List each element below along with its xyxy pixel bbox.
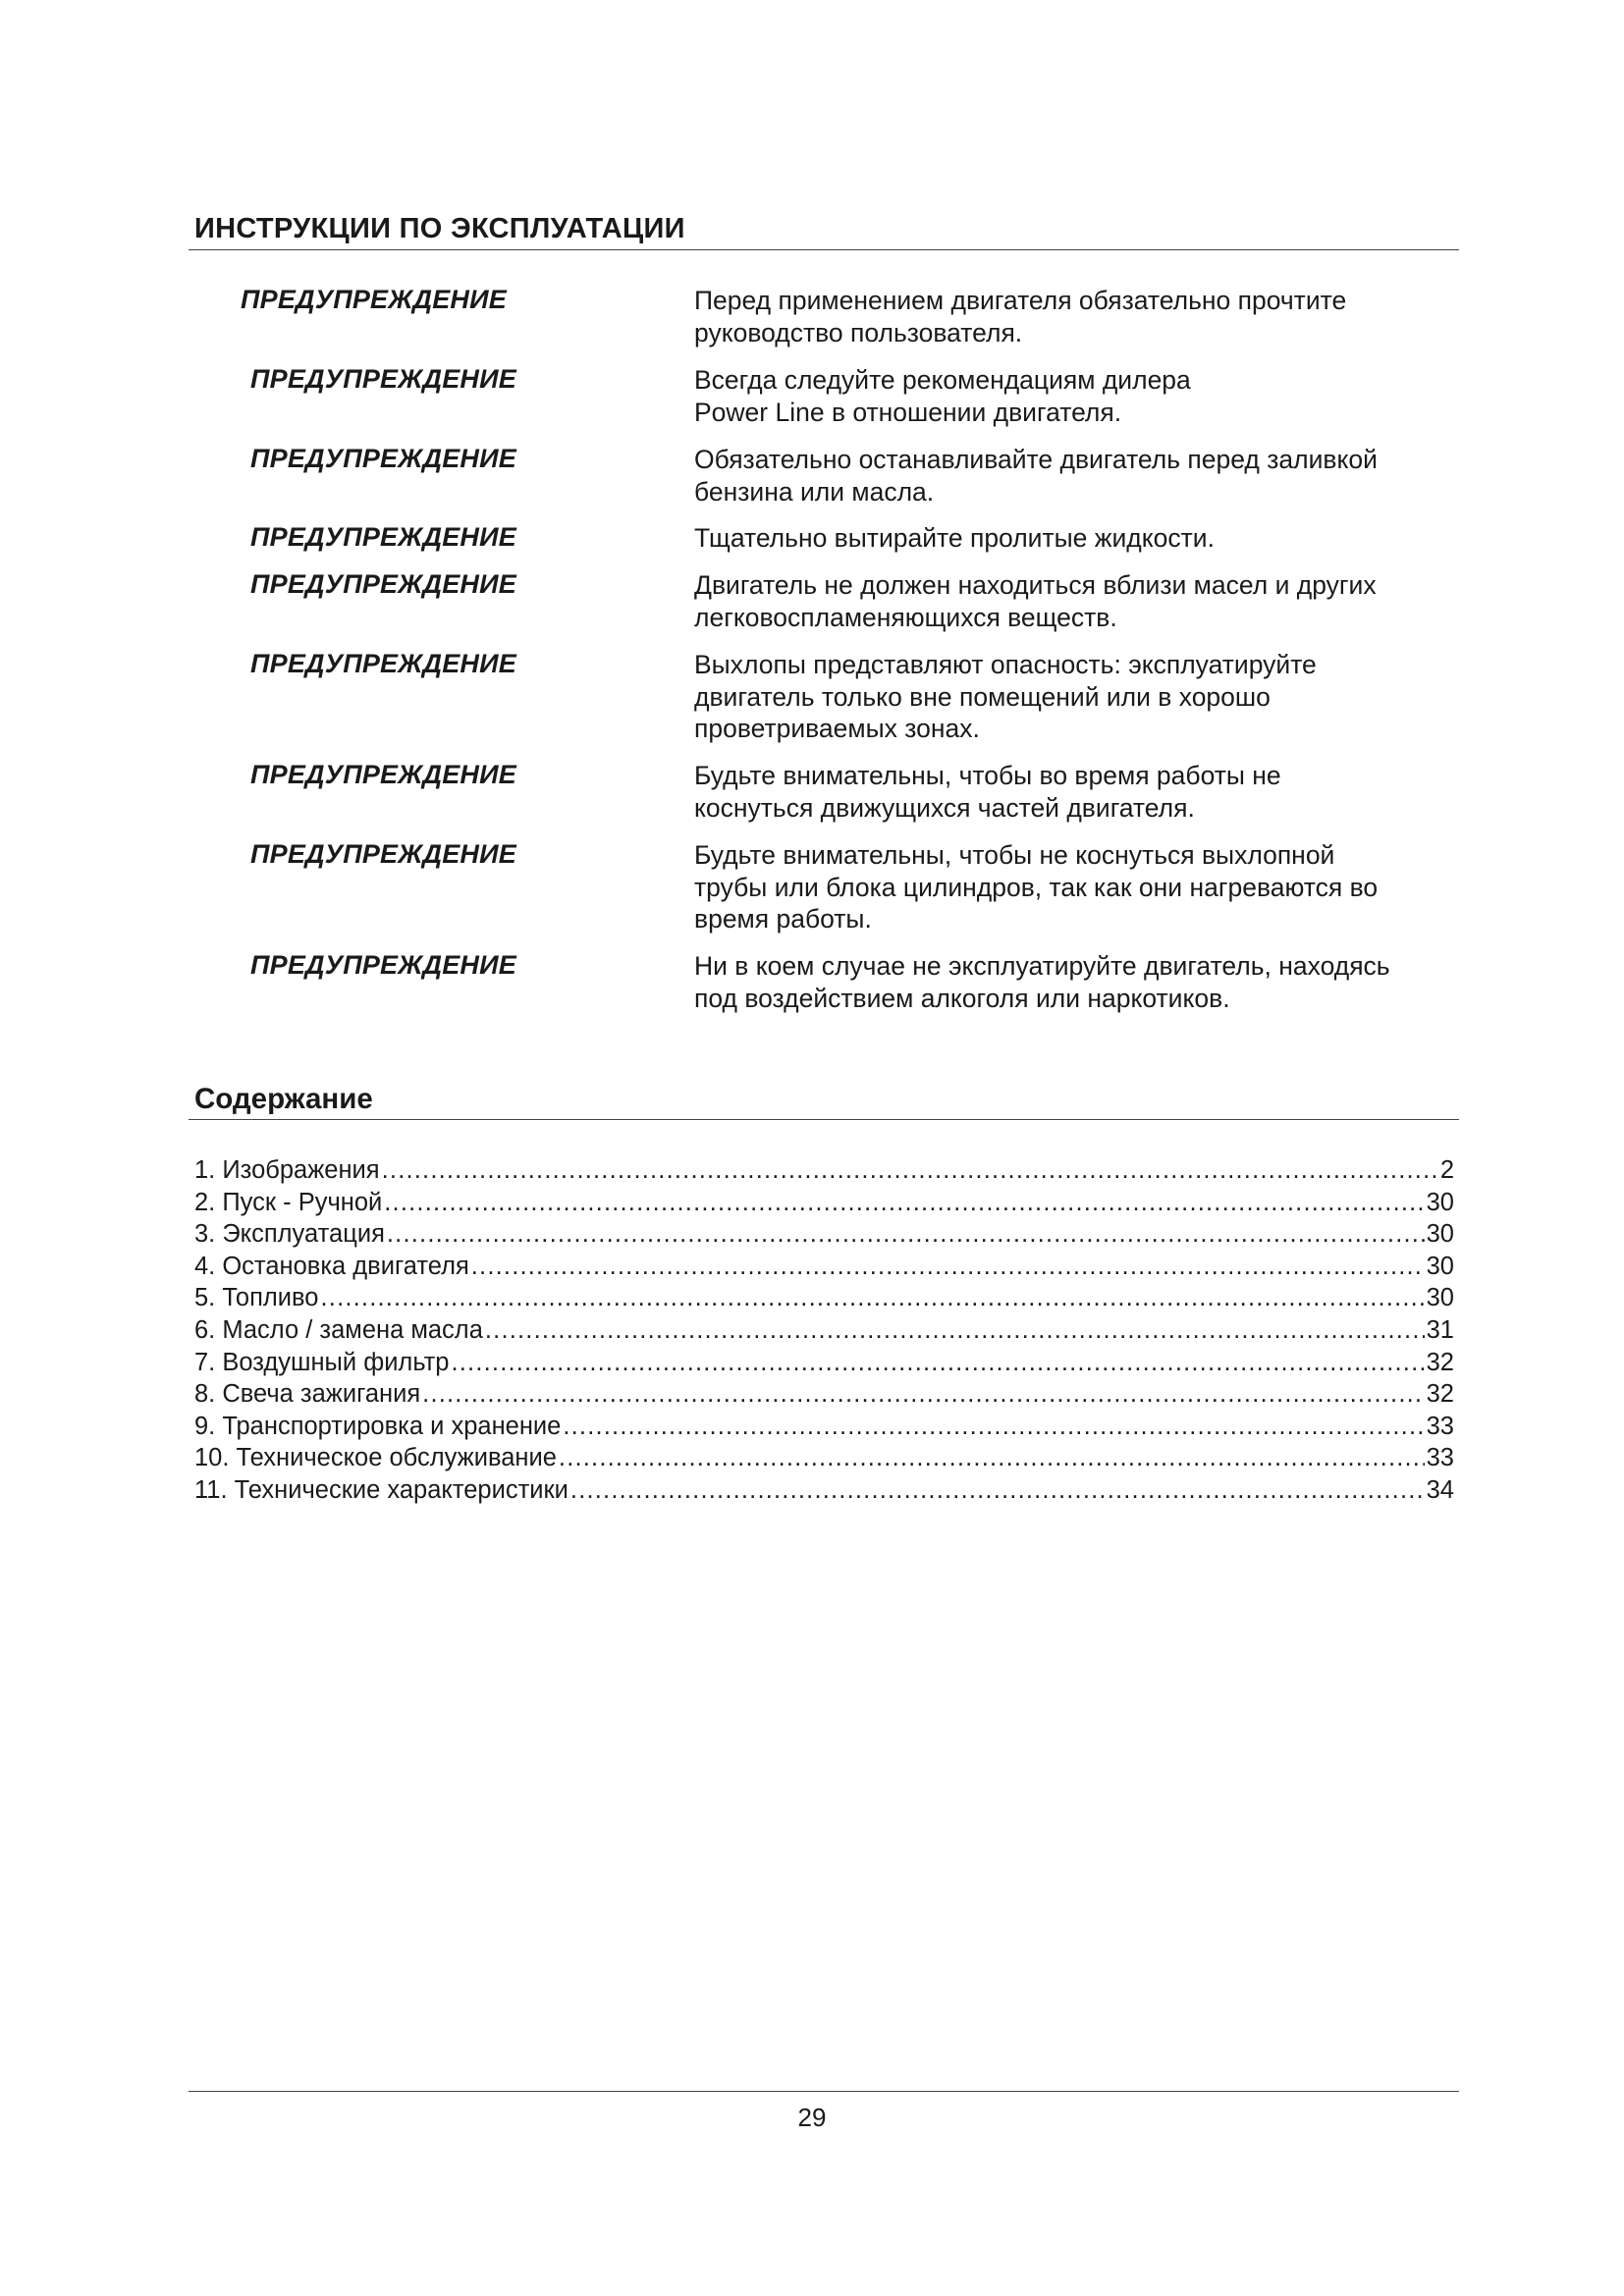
toc-leader-dots xyxy=(451,1347,1424,1379)
toc-entry-label: 3. Эксплуатация xyxy=(194,1220,385,1249)
toc-entry-label: 4. Остановка двигателя xyxy=(194,1252,469,1280)
toc-leader-dots xyxy=(471,1251,1425,1283)
warning-label: ПРЕДУПРЕЖДЕНИЕ xyxy=(250,950,516,980)
toc-entry[interactable] xyxy=(194,1154,1454,1187)
toc-entry[interactable] xyxy=(194,1282,1454,1314)
warning-text: Обязательно останавливайте двигатель перед заливкой бензина или масла. xyxy=(694,445,1378,507)
toc-leader-dots xyxy=(570,1474,1425,1507)
toc-entry-label: 8. Свеча зажигания xyxy=(194,1380,421,1409)
warning-text: Будьте внимательны, чтобы не коснуться выхлопной трубы или блока цилиндров, так как они нагреваются во время работы. xyxy=(694,840,1379,934)
toc-entry-page: 34 xyxy=(1426,1475,1454,1504)
warning-label: ПРЕДУПРЕЖДЕНИЕ xyxy=(250,364,516,394)
toc-entry-label: 1. Изображения xyxy=(194,1156,380,1184)
toc-entry-label: 11. Технические характеристики xyxy=(194,1475,568,1504)
warning-label: ПРЕДУПРЕЖДЕНИЕ xyxy=(241,285,507,314)
toc-leader-dots xyxy=(559,1442,1425,1474)
warning-label: ПРЕДУПРЕЖДЕНИЕ xyxy=(250,444,516,473)
toc-leader-dots xyxy=(563,1411,1424,1443)
toc-entry-label: 10. Техническое обслуживание xyxy=(194,1444,557,1472)
toc-entry[interactable] xyxy=(194,1347,1454,1379)
toc-leader-dots xyxy=(384,1187,1424,1219)
toc-leader-dots xyxy=(422,1378,1424,1411)
toc-entry-page: 30 xyxy=(1426,1284,1454,1312)
toc-entry-page: 30 xyxy=(1426,1220,1454,1249)
toc-entry-page: 2 xyxy=(1439,1156,1454,1184)
warning-text: Выхлопы представляют опасность: эксплуатируйте двигатель только вне помещений или в хорошо проветриваемых зонах. xyxy=(694,650,1317,743)
toc-leader-dots xyxy=(387,1218,1425,1251)
footer-divider xyxy=(189,2091,1459,2092)
toc-entry[interactable] xyxy=(194,1314,1454,1347)
toc-entry-page: 33 xyxy=(1426,1412,1454,1440)
warning-label: ПРЕДУПРЕЖДЕНИЕ xyxy=(250,569,516,599)
toc-divider xyxy=(189,1119,1459,1120)
warning-label: ПРЕДУПРЕЖДЕНИЕ xyxy=(250,522,516,552)
toc-entry-label: 2. Пуск - Ручной xyxy=(194,1188,383,1216)
warning-label: ПРЕДУПРЕЖДЕНИЕ xyxy=(250,649,516,678)
toc-leader-dots xyxy=(321,1282,1425,1314)
warning-label: ПРЕДУПРЕЖДЕНИЕ xyxy=(250,760,516,789)
warning-text: Перед применением двигателя обязательно прочтите руководство пользователя. xyxy=(694,286,1347,347)
toc-entry-label: 5. Топливо xyxy=(194,1284,319,1312)
page-title: ИНСТРУКЦИИ ПО ЭКСПЛУАТАЦИИ xyxy=(194,213,685,244)
toc-leader-dots xyxy=(382,1154,1438,1187)
toc-title: Содержание xyxy=(194,1083,373,1115)
toc-entry-page: 30 xyxy=(1426,1252,1454,1280)
page-number: 29 xyxy=(797,2103,827,2132)
title-divider xyxy=(189,249,1459,250)
warning-text: Двигатель не должен находиться вблизи масел и других легковоспламеняющихся веществ. xyxy=(694,570,1377,632)
toc-entry[interactable] xyxy=(194,1411,1454,1443)
warning-text: Всегда следуйте рекомендациям дилера Power Line в отношении двигателя. xyxy=(694,365,1191,427)
warning-text: Тщательно вытирайте пролитые жидкости. xyxy=(694,523,1215,553)
toc-entry-page: 32 xyxy=(1426,1348,1454,1376)
toc-entry[interactable] xyxy=(194,1474,1454,1507)
toc-entry-page: 32 xyxy=(1426,1380,1454,1409)
toc-entry[interactable] xyxy=(194,1187,1454,1219)
table-of-contents xyxy=(194,1154,1454,1507)
toc-entry[interactable] xyxy=(194,1251,1454,1283)
toc-entry-page: 33 xyxy=(1426,1444,1454,1472)
toc-entry-page: 30 xyxy=(1426,1188,1454,1216)
toc-entry[interactable] xyxy=(194,1378,1454,1411)
toc-leader-dots xyxy=(485,1314,1425,1347)
toc-entry[interactable] xyxy=(194,1442,1454,1474)
toc-entry[interactable] xyxy=(194,1218,1454,1251)
warning-text: Ни в коем случае не эксплуатируйте двигатель, находясь под воздействием алкоголя или наркотиков. xyxy=(694,951,1390,1013)
toc-entry-label: 7. Воздушный фильтр xyxy=(194,1348,450,1376)
warning-text: Будьте внимательны, чтобы во время работы не коснуться движущихся частей двигателя. xyxy=(694,761,1281,823)
toc-entry-label: 9. Транспортировка и хранение xyxy=(194,1412,562,1440)
toc-entry-label: 6. Масло / замена масла xyxy=(194,1315,483,1344)
toc-entry-page: 31 xyxy=(1426,1315,1454,1344)
warning-label: ПРЕДУПРЕЖДЕНИЕ xyxy=(250,839,516,869)
